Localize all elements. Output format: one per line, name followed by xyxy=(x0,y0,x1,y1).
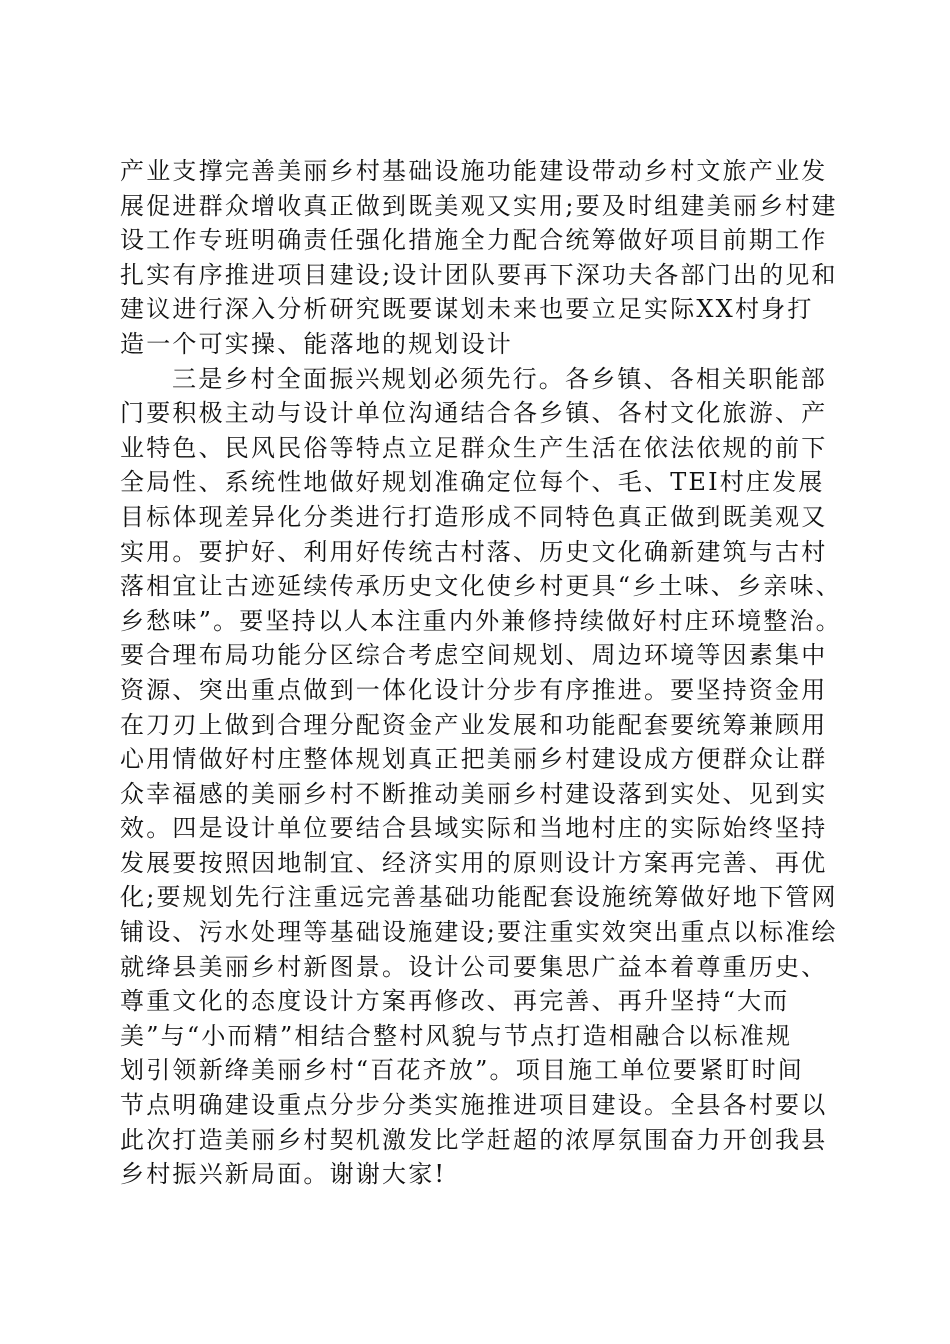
text-line: 乡愁味”。要坚持以人本注重内外兼修持续做好村庄环境整治。 xyxy=(120,606,842,635)
text-line: 目标体现差异化分类进行打造形成不同特色真正做到既美观又 xyxy=(120,502,828,531)
text-line: 门要积极主动与设计单位沟通结合各乡镇、各村文化旅游、产 xyxy=(120,399,828,428)
text-line: 此次打造美丽乡村契机激发比学赶超的浓厚氛围奋力开创我县 xyxy=(120,1125,828,1154)
text-line: 实用。要护好、利用好传统古村落、历史文化确新建筑与古村 xyxy=(120,537,828,566)
text-line: 扎实有序推进项目建设;设计团队要再下深功夫各部门出的见和 xyxy=(120,260,838,289)
text-line: 在刀刃上做到合理分配资金产业发展和功能配套要统筹兼顾用 xyxy=(120,710,828,739)
text-line: 节点明确建设重点分步分类实施推进项目建设。全县各村要以 xyxy=(120,1091,828,1120)
text-line: 要合理布局功能分区综合考虑空间规划、周边环境等因素集中 xyxy=(120,641,828,670)
text-line: 化;要规划先行注重远完善基础功能配套设施统筹做好地下管网 xyxy=(120,883,838,912)
body-text xyxy=(120,154,842,1192)
text-line: 资源、突出重点做到一体化设计分步有序推进。要坚持资金用 xyxy=(120,675,828,704)
text-line: 尊重文化的态度设计方案再修改、再完善、再升坚持“大而 xyxy=(120,987,790,1016)
text-line: 众幸福感的美丽乡村不断推动美丽乡村建设落到实处、见到实 xyxy=(120,779,828,808)
text-line: 落相宜让古迹延续传承历史文化使乡村更具“乡土味、乡亲味、 xyxy=(120,572,842,601)
text-line: 全局性、系统性地做好规划准确定位每个、毛、TEI村庄发展 xyxy=(120,468,825,497)
text-line: 乡村振兴新局面。谢谢大家! xyxy=(120,1160,447,1189)
text-line: 设工作专班明确责任强化措施全力配合统筹做好项目前期工作 xyxy=(120,226,828,255)
text-line: 美”与“小而精”相结合整村风貌与节点打造相融合以标准规 xyxy=(120,1021,793,1050)
text-line: 效。四是设计单位要结合县域实际和当地村庄的实际始终坚持 xyxy=(120,814,828,843)
text-line: 业特色、民风民俗等特点立足群众生产生活在依法依规的前下 xyxy=(120,433,828,462)
text-line: 心用情做好村庄整体规划真正把美丽乡村建设成方便群众让群 xyxy=(120,745,828,774)
text-line: 展促进群众增收真正做到既美观又实用;要及时组建美丽乡村建 xyxy=(120,191,838,220)
text-line: 划引领新绛美丽乡村“百花齐放”。项目施工单位要紧盯时间 xyxy=(120,1056,804,1085)
text-line: 发展要按照因地制宜、经济实用的原则设计方案再完善、再优 xyxy=(120,848,828,877)
text-line: 造一个可实操、能落地的规划设计 xyxy=(120,329,513,358)
text-line: 产业支撑完善美丽乡村基础设施功能建设带动乡村文旅产业发 xyxy=(120,157,828,185)
text-line: 就绛县美丽乡村新图景。设计公司要集思广益本着尊重历史、 xyxy=(120,952,828,981)
text-line: 建议进行深入分析研究既要谋划未来也要立足实际XX村身打 xyxy=(120,295,814,324)
paragraph-start-line: 三是乡村全面振兴规划必须先行。各乡镇、各相关职能部 xyxy=(172,364,827,393)
text-line: 铺设、污水处理等基础设施建设;要注重实效突出重点以标准绘 xyxy=(120,918,838,947)
